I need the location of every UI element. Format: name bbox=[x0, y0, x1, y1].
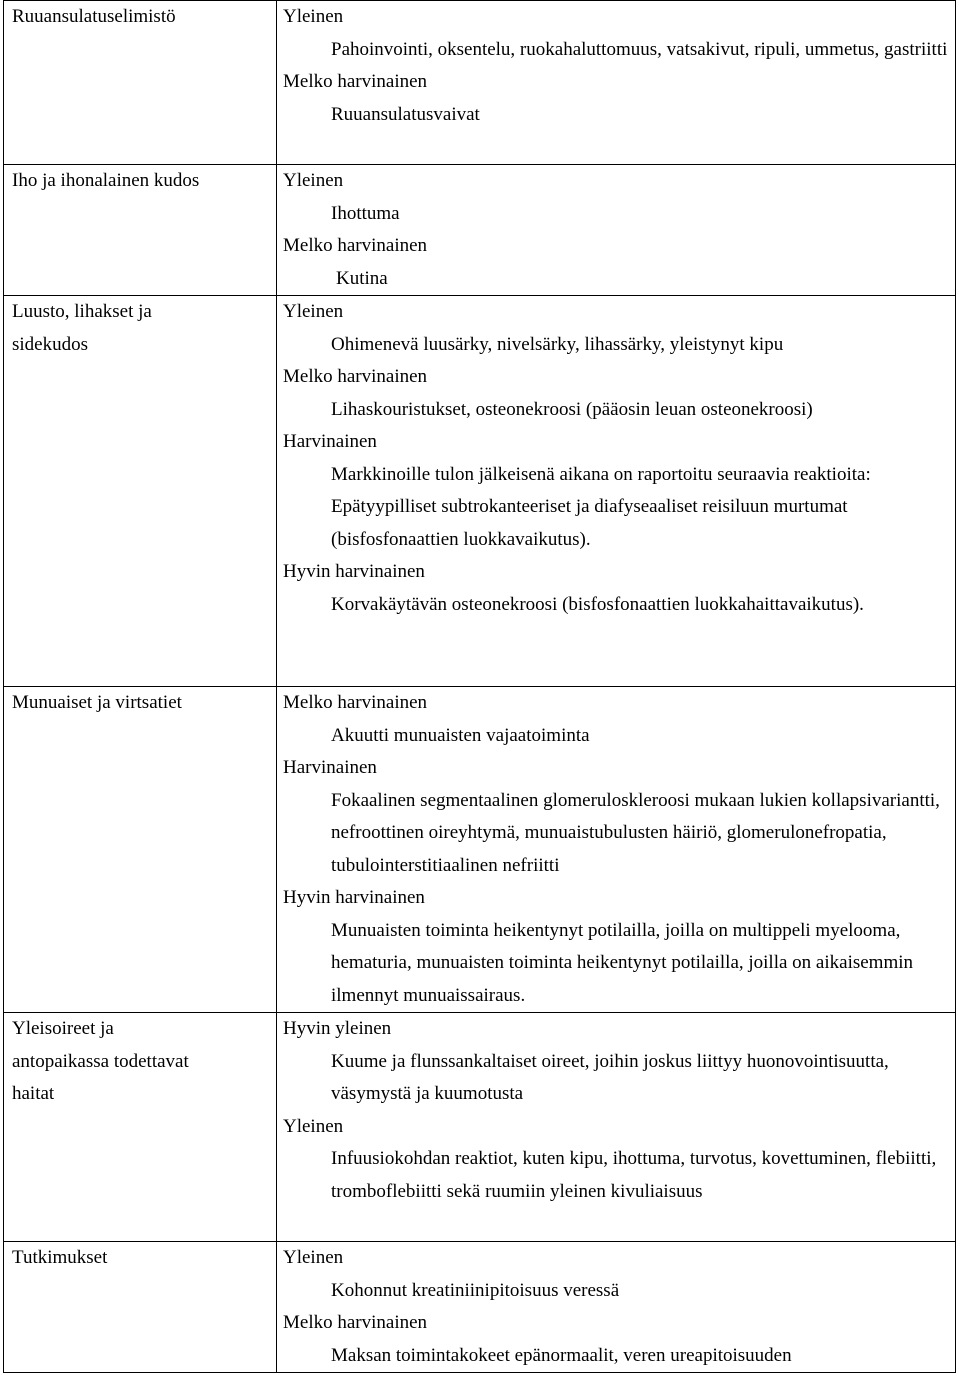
effect-item: Kohonnut kreatiniinipitoisuus veressä bbox=[331, 1279, 620, 1301]
frequency-label: Melko harvinainen bbox=[283, 1312, 428, 1333]
effect-item: Maksan toimintakokeet epänormaalit, veren ureapitoisuuden bbox=[331, 1344, 792, 1366]
effect-item: Infuusiokohdan reaktiot, kuten kipu, ihottuma, turvotus, kovettuminen, flebiitti, tromboflebiitti sekä ruumiin yleinen kivuliaisuus bbox=[331, 1148, 937, 1202]
table-row bbox=[4, 687, 956, 1013]
effect-item: Ihottuma bbox=[331, 202, 400, 224]
frequency-label: Yleinen bbox=[283, 6, 344, 27]
frequency-label: Yleinen bbox=[283, 1247, 344, 1268]
effect-item: Fokaalinen segmentaalinen glomeruloskleroosi mukaan lukien kollapsivariantti, nefroottinen oireyhtymä, munuaistubulusten häiriö, glomerulonefropatia, tubulointerstitiaalinen nefriitti bbox=[331, 789, 940, 876]
effects-cell bbox=[277, 296, 956, 687]
effect-item: Pahoinvointi, oksentelu, ruokahaluttomuus, vatsakivut, ripuli, ummetus, gastriitti bbox=[331, 38, 948, 60]
effect-item: Kutina bbox=[336, 267, 388, 289]
frequency-label: Harvinainen bbox=[283, 431, 377, 452]
organ-class-label: Tutkimukset bbox=[12, 1247, 108, 1268]
frequency-label: Yleinen bbox=[283, 1115, 344, 1137]
organ-class-cell bbox=[4, 687, 277, 1013]
effect-item: Korvakäytävän osteonekroosi (bisfosfonaattien luokkahaittavaikutus). bbox=[331, 593, 864, 615]
effect-item: Lihaskouristukset, osteonekroosi (pääosin leuan osteonekroosi) bbox=[331, 398, 813, 420]
frequency-label: Hyvin harvinainen bbox=[283, 887, 425, 908]
effects-cell bbox=[277, 165, 956, 296]
frequency-label: Harvinainen bbox=[283, 757, 377, 778]
table-row bbox=[4, 296, 956, 687]
table-row bbox=[4, 1, 956, 165]
organ-class-label: Yleisoireet ja antopaikassa todettavat haitat bbox=[12, 1018, 189, 1104]
frequency-label: Melko harvinainen bbox=[283, 366, 428, 387]
organ-class-cell bbox=[4, 165, 277, 296]
organ-class-cell bbox=[4, 1242, 277, 1373]
frequency-label: Melko harvinainen bbox=[283, 692, 428, 713]
frequency-label: Melko harvinainen bbox=[283, 235, 428, 256]
adverse-effects-table bbox=[3, 0, 956, 1373]
table-row bbox=[4, 1013, 956, 1242]
effect-item: Epätyypilliset subtrokanteeriset ja diafyseaaliset reisiluun murtumat (bisfosfonaattien luokkavaikutus). bbox=[331, 496, 848, 550]
effects-cell bbox=[277, 687, 956, 1013]
effects-cell bbox=[277, 1013, 956, 1242]
effect-item: Munuaisten toiminta heikentynyt potilailla, joilla on multippeli myelooma, hematuria, munuaisten toiminta heikentynyt potilailla, joilla on aikaisemmin ilmennyt munuaissairaus. bbox=[331, 919, 914, 1006]
organ-class-cell bbox=[4, 296, 277, 687]
effect-item: Kuume ja flunssankaltaiset oireet, joihin joskus liittyy huonovointisuutta, väsymystä ja kuumotusta bbox=[331, 1050, 889, 1104]
frequency-label: Hyvin harvinainen bbox=[283, 561, 425, 582]
organ-class-cell bbox=[4, 1, 277, 165]
effect-item: Ruuansulatusvaivat bbox=[331, 103, 480, 125]
effect-item: Markkinoille tulon jälkeisenä aikana on raportoitu seuraavia reaktioita: bbox=[331, 463, 871, 485]
effect-item: Ohimenevä luusärky, nivelsärky, lihassärky, yleistynyt kipu bbox=[331, 333, 784, 355]
organ-class-label: Ruuansulatuselimistö bbox=[12, 6, 176, 27]
frequency-label: Hyvin yleinen bbox=[283, 1018, 392, 1039]
effects-cell bbox=[277, 1, 956, 165]
effect-item: Akuutti munuaisten vajaatoiminta bbox=[331, 724, 590, 746]
frequency-label: Yleinen bbox=[283, 301, 344, 322]
frequency-label: Melko harvinainen bbox=[283, 71, 428, 92]
organ-class-label: Munuaiset ja virtsatiet bbox=[12, 692, 182, 713]
table-row bbox=[4, 1242, 956, 1373]
frequency-label: Yleinen bbox=[283, 170, 344, 191]
organ-class-label: Luusto, lihakset ja sidekudos bbox=[12, 301, 152, 355]
effects-cell bbox=[277, 1242, 956, 1373]
organ-class-cell bbox=[4, 1013, 277, 1242]
table-row bbox=[4, 165, 956, 296]
organ-class-label: Iho ja ihonalainen kudos bbox=[12, 170, 200, 191]
